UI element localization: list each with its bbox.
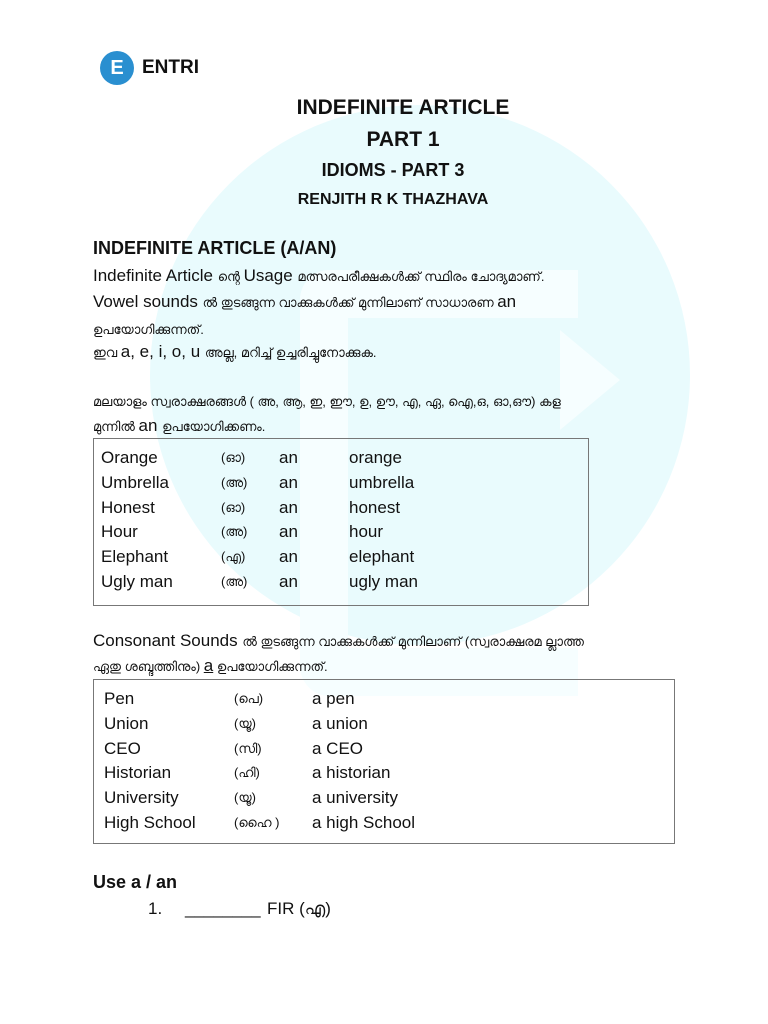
table-cell: honest bbox=[349, 497, 401, 517]
paragraph-line: ഉപയോഗിക്കുന്നത്. bbox=[93, 322, 204, 337]
exercise-text: FIR (എ) bbox=[267, 899, 331, 918]
table-cell: (ഓ) bbox=[221, 450, 246, 465]
table-cell: Honest bbox=[101, 497, 155, 517]
text: Vowel sounds bbox=[93, 292, 203, 311]
table-cell: (എ) bbox=[221, 549, 246, 565]
table-cell: Pen bbox=[104, 689, 135, 708]
table-cell: High School bbox=[104, 813, 196, 832]
table-cell: (യൂ) bbox=[234, 790, 256, 806]
table-cell: elephant bbox=[349, 547, 415, 567]
text: ഉപയോഗിക്കണം. bbox=[162, 419, 266, 434]
table-cell: a high School bbox=[312, 813, 416, 832]
table-cell: Umbrella bbox=[101, 472, 170, 492]
watermark-arrow-shape bbox=[560, 330, 620, 430]
paragraph-line bbox=[93, 342, 377, 362]
paragraph-line bbox=[93, 292, 516, 312]
table-cell: an bbox=[279, 522, 298, 542]
logo-mark: E bbox=[100, 51, 134, 85]
table-cell: an bbox=[279, 572, 298, 591]
table-cell: CEO bbox=[104, 738, 141, 758]
paragraph-line: മലയാളം സ്വരാക്ഷരങ്ങൾ ( അ, ആ, ഇ, ഈ, ഉ, ഊ, എ, ഏ, ഐ,ഒ, ഓ,ഔ) കള bbox=[93, 394, 561, 409]
table-cell: a CEO bbox=[312, 738, 364, 758]
table-cell: Orange bbox=[101, 448, 158, 467]
author: RENJITH R K THAZHAVA bbox=[297, 191, 489, 208]
table-cell: a pen bbox=[312, 689, 355, 708]
text: ഏതു ശബ്ദത്തിനും) bbox=[93, 659, 204, 674]
text: ൽ തുടങ്ങുന്ന വാക്കുകൾക്ക് മുന്നിലാണ് (സ്വരാക്ഷരമ ല്ലാത്ത bbox=[242, 634, 584, 649]
text: ഉപയോഗിക്കുന്നത്. bbox=[213, 659, 328, 674]
title: INDEFINITE ARTICLE bbox=[296, 96, 510, 119]
table-cell: an bbox=[279, 448, 298, 467]
paragraph-line bbox=[93, 631, 584, 651]
table-cell: (അ) bbox=[221, 574, 248, 589]
exercise-blank: ________ bbox=[185, 899, 261, 918]
text: a bbox=[203, 656, 214, 675]
table-cell: orange bbox=[349, 448, 402, 467]
table-cell: ugly man bbox=[349, 572, 418, 591]
table-cell: (അ) bbox=[221, 524, 248, 540]
paragraph-line bbox=[93, 266, 544, 286]
paragraph-line bbox=[93, 656, 328, 676]
text: Indefinite Article bbox=[93, 266, 218, 285]
table-cell: (ഓ) bbox=[221, 499, 246, 515]
text: ൽ തുടങ്ങുന്ന വാക്കുകൾക്ക് മുന്നിലാണ് സാധാരണ bbox=[202, 295, 498, 310]
table-cell: hour bbox=[349, 522, 384, 542]
table-cell: Ugly man bbox=[101, 572, 173, 591]
logo-name: ENTRI bbox=[142, 57, 199, 78]
table-cell: umbrella bbox=[349, 472, 415, 492]
table-cell: (പെ) bbox=[234, 691, 264, 706]
paragraph-line bbox=[93, 416, 265, 436]
subtitle-idioms: IDIOMS - PART 3 bbox=[321, 160, 465, 180]
table-cell: an bbox=[279, 497, 298, 517]
table-cell: (ഹി) bbox=[234, 765, 260, 781]
table-cell: Hour bbox=[101, 522, 138, 542]
text: അല്ല, മറിച്ച് ഉച്ചരിച്ചുനോക്കുക. bbox=[204, 345, 377, 360]
exercise-number: 1. bbox=[148, 899, 163, 918]
table-cell: (ഹൈ ) bbox=[234, 815, 280, 830]
table-cell: Historian bbox=[104, 763, 172, 783]
subtitle-part: PART 1 bbox=[366, 128, 440, 151]
table-cell: a historian bbox=[312, 763, 391, 783]
text: ഇവ bbox=[93, 345, 121, 360]
exercise-heading: Use a / an bbox=[93, 872, 178, 892]
text: a, e, i, o, u bbox=[120, 342, 205, 361]
text: an bbox=[138, 416, 163, 435]
entri-logo bbox=[100, 51, 199, 85]
text: an bbox=[497, 292, 517, 311]
section-heading: INDEFINITE ARTICLE (A/AN) bbox=[93, 238, 337, 258]
table-cell: an bbox=[279, 472, 298, 492]
table-cell: University bbox=[104, 788, 179, 808]
table-cell: (യൂ) bbox=[234, 715, 256, 731]
text: Usage bbox=[243, 266, 298, 285]
text: Consonant Sounds bbox=[93, 631, 243, 650]
text: മത്സരപരീക്ഷകൾക്ക് സ്ഥിരം ചോദ്യമാണ്. bbox=[297, 269, 545, 284]
table-cell: (സി) bbox=[234, 740, 262, 756]
exercise-item bbox=[148, 899, 331, 919]
table-cell: a university bbox=[312, 788, 398, 808]
table-cell: an bbox=[279, 547, 298, 567]
table-cell: Elephant bbox=[101, 547, 169, 567]
table-cell: (അ) bbox=[221, 474, 248, 490]
text: ന്റെ bbox=[217, 269, 244, 284]
table-cell: a union bbox=[312, 713, 368, 733]
table-cell: Union bbox=[104, 713, 149, 733]
text: മുന്നിൽ bbox=[93, 419, 139, 434]
